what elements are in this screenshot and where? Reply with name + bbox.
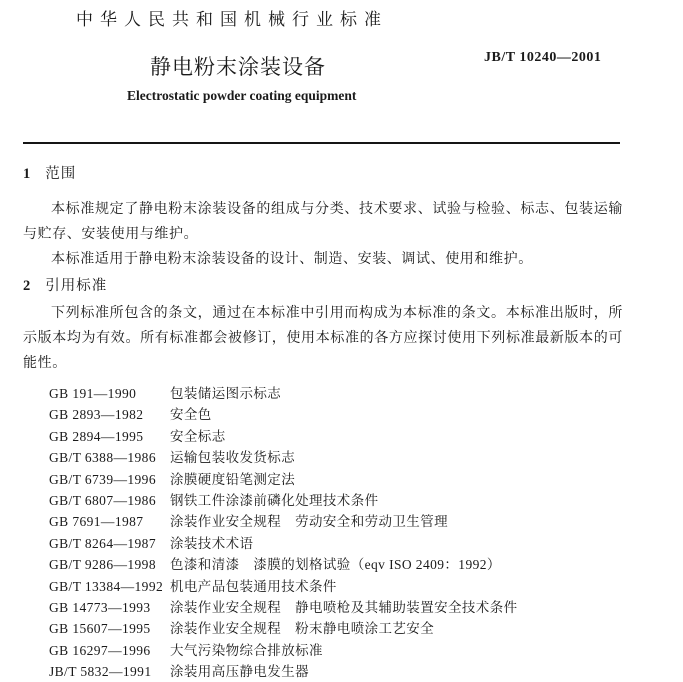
reference-title: 涂膜硬度铅笔测定法 bbox=[170, 471, 296, 487]
reference-row bbox=[23, 469, 623, 490]
reference-title: 涂装用高压静电发生器 bbox=[170, 664, 309, 680]
reference-list bbox=[23, 383, 623, 682]
section-heading-references bbox=[23, 276, 623, 296]
reference-title: 运输包装收发货标志 bbox=[170, 450, 296, 466]
reference-code: GB 2893—1982 bbox=[49, 407, 144, 423]
standard-type-header: 中华人民共和国机械行业标准 bbox=[76, 10, 388, 29]
section-number: 2 bbox=[23, 278, 31, 294]
reference-row bbox=[23, 640, 623, 661]
section-title: 引用标准 bbox=[45, 278, 108, 294]
reference-row bbox=[23, 554, 623, 575]
reference-row bbox=[23, 533, 623, 554]
reference-row bbox=[23, 597, 623, 618]
reference-code: GB/T 6739—1996 bbox=[49, 471, 156, 487]
reference-code: GB 2894—1995 bbox=[49, 428, 144, 444]
document-body bbox=[23, 160, 623, 682]
reference-code: GB 191—1990 bbox=[49, 386, 137, 401]
section-title: 范围 bbox=[45, 166, 77, 182]
reference-title: 大气污染物综合排放标准 bbox=[170, 642, 323, 658]
reference-title: 涂装作业安全规程 静电喷枪及其辅助装置安全技术条件 bbox=[170, 599, 518, 615]
reference-code: GB 16297—1996 bbox=[49, 642, 151, 658]
reference-title: 钢铁工件涂漆前磷化处理技术条件 bbox=[170, 492, 379, 508]
references-intro-paragraph: 下列标准所包含的条文，通过在本标准中引用而构成为本标准的条文。本标准出版时，所示版本均为有效。所有标准都会被修订，使用本标准的各方应探讨使用下列标准最新版本的可能性。 bbox=[23, 306, 623, 371]
scope-paragraph-2: 本标准适用于静电粉末涂装设备的设计、制造、安装、调试、使用和维护。 bbox=[51, 252, 533, 267]
reference-code: GB/T 9286—1998 bbox=[49, 557, 156, 573]
reference-title: 涂装技术术语 bbox=[170, 535, 254, 551]
header-divider-rule bbox=[23, 142, 620, 144]
reference-row bbox=[23, 490, 623, 511]
document-title-cn: 静电粉末涂装设备 bbox=[150, 55, 326, 79]
section-heading-scope bbox=[23, 164, 623, 184]
reference-title: 机电产品包装通用技术条件 bbox=[170, 578, 337, 594]
reference-code: GB 15607—1995 bbox=[49, 621, 151, 637]
reference-title: 涂装作业安全规程 劳动安全和劳动卫生管理 bbox=[170, 514, 448, 530]
reference-code: GB 14773—1993 bbox=[49, 599, 151, 615]
reference-code: GB/T 6807—1986 bbox=[49, 492, 156, 508]
reference-title: 包装储运图示标志 bbox=[170, 386, 282, 401]
reference-row bbox=[23, 383, 623, 404]
reference-title: 安全色 bbox=[170, 407, 212, 423]
reference-title: 色漆和清漆 漆膜的划格试验（eqv ISO 2409：1992） bbox=[170, 557, 501, 573]
reference-code: JB/T 5832—1991 bbox=[49, 664, 152, 680]
reference-row bbox=[23, 447, 623, 468]
reference-title: 安全标志 bbox=[170, 428, 226, 444]
reference-row bbox=[23, 661, 623, 682]
reference-row bbox=[23, 618, 623, 639]
section-number: 1 bbox=[23, 166, 31, 182]
reference-title: 涂装作业安全规程 粉末静电喷涂工艺安全 bbox=[170, 621, 435, 637]
standard-number: JB/T 10240—2001 bbox=[484, 50, 602, 65]
reference-code: GB/T 13384—1992 bbox=[49, 578, 164, 594]
reference-row bbox=[23, 426, 623, 447]
reference-code: GB/T 6388—1986 bbox=[49, 450, 156, 466]
scope-paragraph-1: 本标准规定了静电粉末涂装设备的组成与分类、技术要求、试验与检验、标志、包装运输与贮存、安装使用与维护。 bbox=[23, 202, 623, 242]
reference-row bbox=[23, 404, 623, 425]
document-title-en: Electrostatic powder coating equipment bbox=[127, 88, 357, 103]
reference-code: GB/T 8264—1987 bbox=[49, 535, 156, 551]
reference-code: GB 7691—1987 bbox=[49, 514, 144, 530]
reference-row bbox=[23, 576, 623, 597]
reference-row bbox=[23, 511, 623, 532]
